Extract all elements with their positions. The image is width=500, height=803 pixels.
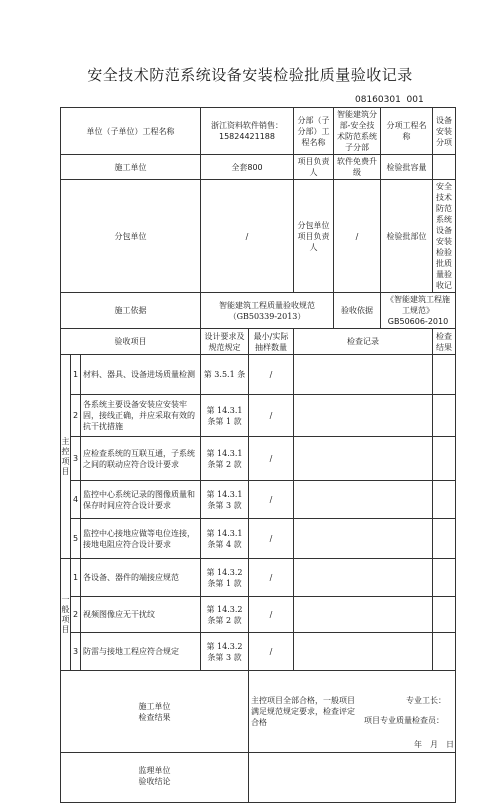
row-supervision [61,753,456,803]
inspection-date: 年 月 日 [414,740,454,749]
contractor-value: 全套800 [201,155,294,180]
item-no: 1 [71,559,81,597]
acceptance-table [60,107,456,803]
accept-basis-bottom: GB50606-2010 [387,317,449,326]
item-desc: 监控中心系统记录的图像质量和保存时间应符合设计要求 [81,481,201,519]
item-desc: 监控中心接地应做等电位连接，接地电阻应符合设计要求 [81,519,201,559]
accept-basis-label: 验收依据 [334,293,381,329]
row-contractor [61,155,456,180]
doc-number-suffix: 001 [406,95,424,105]
row-columns [61,329,456,355]
subcontractor-label: 分包单位 [61,180,201,293]
division-label: 分部（子分部）工程名称 [294,108,334,155]
subcontractor-value: / [201,180,294,293]
item-sample: / [249,633,294,671]
row-basis [61,293,456,329]
pm-value: 软件免费升级 [334,155,381,180]
item-result [433,481,456,519]
batch-part-label: 检验批部位 [381,180,433,293]
doc-number-code: 08160301 [355,95,401,105]
supervision-content [249,753,456,803]
inspection-worker: 专业工长： [406,696,446,705]
item-record [294,519,433,559]
sub-pm-label: 分包单位项目负责人 [294,180,334,293]
item-record [294,355,433,395]
item-sample: / [249,355,294,395]
item-result [433,519,456,559]
item-record [294,597,433,633]
unit-label: 单位（子单位）工程名称 [61,108,201,155]
col-req: 设计要求及规范规定 [201,329,249,355]
item-result [433,437,456,481]
batch-cap-label: 检验批容量 [381,155,433,180]
item-result [433,597,456,633]
item-sample: / [249,559,294,597]
division-value: 智能建筑分部-安全技术防范系统子分部 [334,108,381,155]
supervision-label-top: 监理单位 [138,766,171,775]
item-no: 2 [71,395,81,437]
table-row [61,519,456,559]
item-req: 第 14.3.1 条第 1 款 [201,395,249,437]
col-sample: 最小/实际抽样数量 [249,329,294,355]
page-title: 安全技术防范系统设备安装检验批质量验收记录 [87,66,413,84]
item-result [433,633,456,671]
table-row [61,559,456,597]
item-result [433,395,456,437]
item-record [294,481,433,519]
inspection-text: 主控项目全部合格，一般项目满足规范规定要求，检查评定合格 [251,696,355,727]
basis-label: 施工依据 [61,293,201,329]
main-group-label: 主控项目 [61,355,71,559]
item-desc: 材料、器具、设备进场质量检测 [81,355,201,395]
table-row [61,481,456,519]
inspection-label [61,671,249,753]
inspection-content [249,671,456,753]
item-sample: / [249,597,294,633]
inspection-inspector: 项目专业质量检查员： [364,716,444,725]
sub-value: 设备安装分项 [433,108,456,155]
item-desc: 各系统主要设备安装应安装牢固，接线正确，并应采取有效的抗干扰措施 [81,395,201,437]
row-subcontractor [61,180,456,293]
item-record [294,395,433,437]
item-req: 第 14.3.1 条第 2 款 [201,437,249,481]
table-row [61,437,456,481]
supervision-label-bottom: 验收结论 [138,777,171,786]
item-req: 第 14.3.2 条第 3 款 [201,633,249,671]
item-no: 3 [71,633,81,671]
table-row [61,633,456,671]
item-record [294,559,433,597]
batch-part-value: 安全技术防范系统设备安装检验批质量验收记 [433,180,456,293]
item-req: 第 14.3.1 条第 3 款 [201,481,249,519]
inspection-label-top: 施工单位 [138,701,171,711]
accept-basis-value [381,293,456,329]
item-sample: / [249,481,294,519]
doc-number [355,95,424,105]
sub-pm-value: / [334,180,381,293]
inspection-label-bottom: 检查结果 [138,712,171,722]
col-item: 验收项目 [61,329,201,355]
accept-basis-top: 《智能建筑工程施工规范》 [386,295,450,315]
row-unit [61,108,456,155]
item-record [294,437,433,481]
row-inspection [61,671,456,753]
item-desc: 视频图像应无干扰纹 [81,597,201,633]
item-no: 5 [71,519,81,559]
item-req: 第 14.3.2 条第 2 款 [201,597,249,633]
pm-label: 项目负责人 [294,155,334,180]
item-sample: / [249,519,294,559]
item-desc: 应检查系统的互联互通，子系统之间的联动应符合设计要求 [81,437,201,481]
item-desc: 各设备、器件的端接应规范 [81,559,201,597]
item-record [294,633,433,671]
item-sample: / [249,395,294,437]
item-result [433,559,456,597]
item-no: 2 [71,597,81,633]
item-no: 1 [71,355,81,395]
item-no: 4 [71,481,81,519]
table-row [61,395,456,437]
item-sample: / [249,437,294,481]
general-group-label: 一般项目 [61,559,71,671]
col-record: 检查记录 [294,329,433,355]
item-result [433,355,456,395]
item-req: 第 14.3.2 条第 1 款 [201,559,249,597]
contractor-label: 施工单位 [61,155,201,180]
supervision-label [61,753,249,803]
item-req: 第 14.3.1 条第 4 款 [201,519,249,559]
unit-value: 浙江资料软件销售：15824421188 [201,108,294,155]
item-no: 3 [71,437,81,481]
col-result: 检查结果 [433,329,456,355]
table-row [61,355,456,395]
basis-value: 智能建筑工程质量验收规范（GB50339-2013） [201,293,334,329]
sub-label: 分项工程名称 [381,108,433,155]
table-row [61,597,456,633]
item-desc: 防雷与接地工程应符合规定 [81,633,201,671]
item-req: 第 3.5.1 条 [201,355,249,395]
batch-cap-value [433,155,456,180]
